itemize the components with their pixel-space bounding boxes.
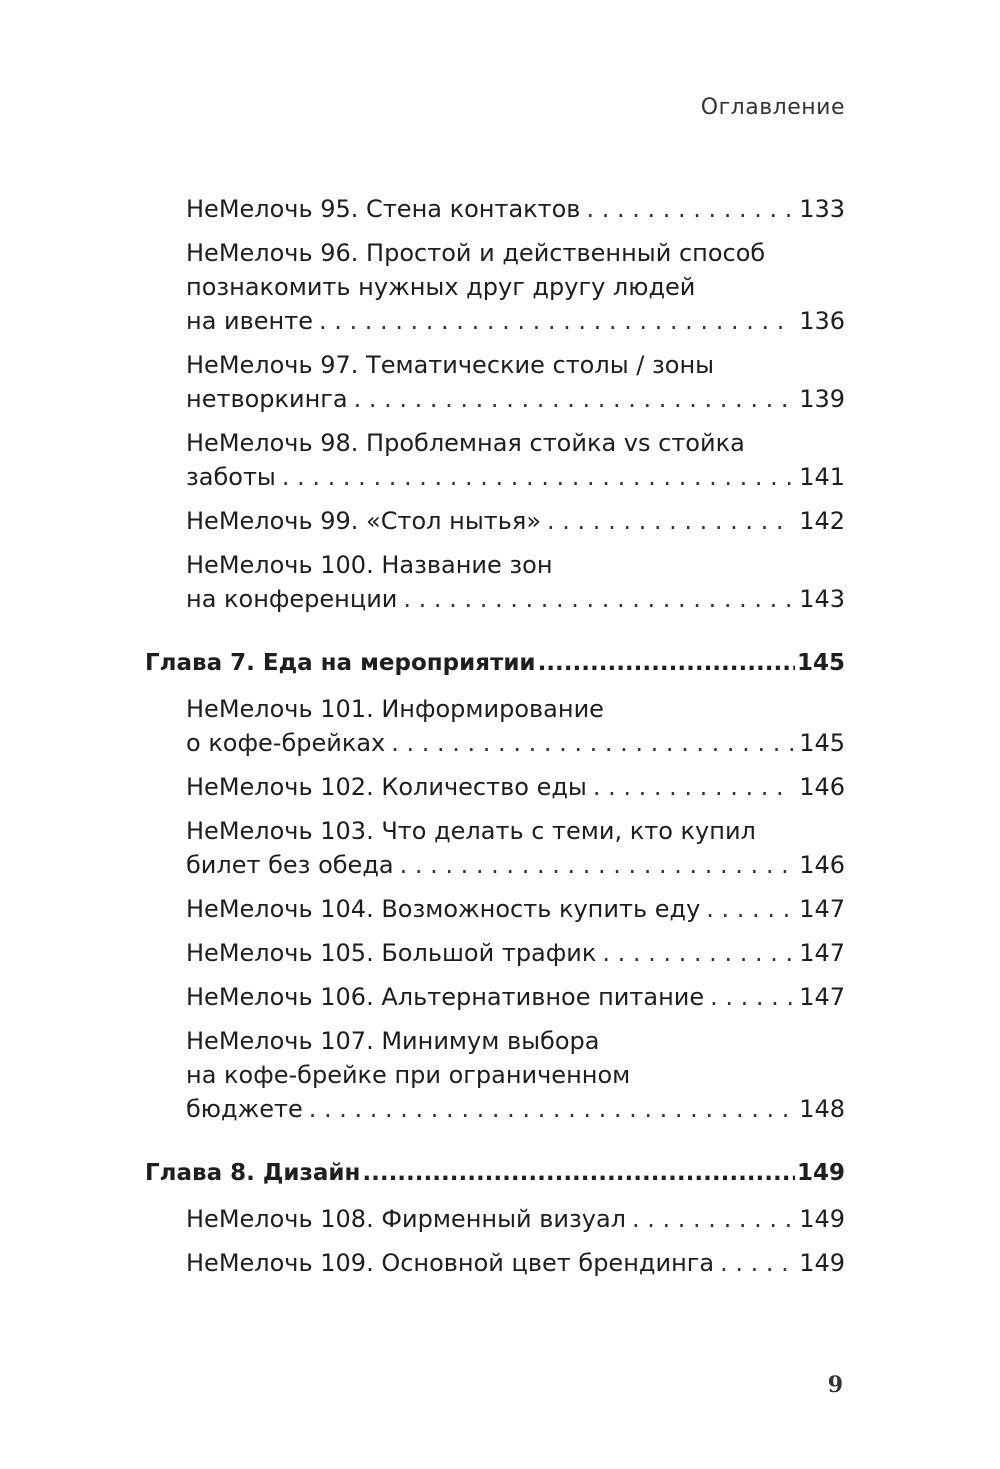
toc-entry[interactable]	[186, 936, 845, 970]
toc-entry-line: нетворкинга	[186, 385, 348, 413]
toc-page-number: 149	[796, 1160, 845, 1186]
toc-entry-line: на кофе-брейке при ограниченном	[186, 1061, 631, 1089]
toc-entry-line: НеМелочь 106. Альтернативное питание	[186, 983, 705, 1011]
toc-entry-line: НеМелочь 101. Информирование	[186, 695, 604, 723]
toc-entry[interactable]	[186, 236, 845, 338]
toc-page-number: 146	[799, 851, 845, 879]
toc-page-number: 149	[799, 1249, 845, 1277]
toc-chapter-title: Глава 8. Дизайн	[145, 1160, 361, 1186]
toc-entry-line: НеМелочь 109. Основной цвет брендинга	[186, 1249, 715, 1277]
toc-entry-line: НеМелочь 102. Количество еды	[186, 773, 587, 801]
dot-leader	[282, 460, 793, 494]
dot-leader	[391, 726, 793, 760]
toc-page-number: 145	[796, 650, 845, 676]
toc-entry-line: бюджете	[186, 1095, 303, 1123]
dot-leader	[403, 582, 793, 616]
toc-page-number: 142	[799, 507, 845, 535]
dot-leader	[319, 304, 793, 338]
dot-leader	[309, 1092, 793, 1126]
toc-entry-line: НеМелочь 98. Проблемная стойка vs стойка	[186, 429, 745, 457]
toc-entry[interactable]	[186, 192, 845, 226]
toc-entry[interactable]	[186, 1202, 845, 1236]
toc-page-number: 139	[799, 385, 845, 413]
toc-page-number: 133	[799, 195, 845, 223]
toc-entry[interactable]	[186, 1024, 845, 1126]
dot-leader	[538, 646, 795, 680]
dot-leader	[632, 1202, 793, 1236]
toc-entry[interactable]	[186, 892, 845, 926]
dot-leader	[354, 382, 794, 416]
dot-leader	[586, 192, 793, 226]
toc-entry-line: НеМелочь 105. Большой трафик	[186, 939, 597, 967]
page-number: 9	[827, 1372, 843, 1398]
table-of-contents	[0, 192, 1000, 1290]
toc-entry[interactable]	[186, 980, 845, 1014]
toc-entry-line: на ивенте	[186, 307, 313, 335]
dot-leader	[710, 980, 793, 1014]
toc-page-number: 141	[799, 463, 845, 491]
toc-entry[interactable]	[186, 692, 845, 760]
toc-entry-line: НеМелочь 97. Тематические столы / зоны	[186, 351, 715, 379]
toc-entry-line: билет без обеда	[186, 851, 394, 879]
toc-entry-line: НеМелочь 99. «Стол нытья»	[186, 507, 542, 535]
dot-leader	[602, 936, 793, 970]
dot-leader	[400, 848, 794, 882]
toc-entry[interactable]	[186, 548, 845, 616]
toc-entry-line: НеМелочь 107. Минимум выбора	[186, 1027, 600, 1055]
toc-page-number: 146	[799, 773, 845, 801]
toc-chapter-title: Глава 7. Еда на мероприятии	[145, 650, 536, 676]
toc-chapter[interactable]	[145, 1156, 845, 1190]
toc-entry-line: на конференции	[186, 585, 398, 613]
toc-entry[interactable]	[186, 348, 845, 416]
toc-entry-line: НеМелочь 100. Название зон	[186, 551, 553, 579]
toc-page-number: 145	[799, 729, 845, 757]
toc-entry-line: НеМелочь 103. Что делать с теми, кто купил	[186, 817, 756, 845]
toc-entry-line: о кофе-брейках	[186, 729, 386, 757]
toc-entry-line: познакомить нужных друг другу людей	[186, 273, 696, 301]
toc-page-number: 143	[799, 585, 845, 613]
dot-leader	[706, 892, 793, 926]
toc-page-number: 149	[799, 1205, 845, 1233]
toc-entry-line: НеМелочь 108. Фирменный визуал	[186, 1205, 627, 1233]
toc-entry-line: НеМелочь 104. Возможность купить еду	[186, 895, 701, 923]
dot-leader	[362, 1156, 795, 1190]
toc-page-number: 148	[799, 1095, 845, 1123]
dot-leader	[593, 770, 793, 804]
toc-chapter[interactable]	[145, 646, 845, 680]
dot-leader	[547, 504, 793, 538]
toc-page-number: 136	[799, 307, 845, 335]
toc-entry-line: заботы	[186, 463, 276, 491]
toc-entry-line: НеМелочь 96. Простой и действенный способ	[186, 239, 766, 267]
toc-page-number: 147	[799, 895, 845, 923]
page-header-title: Оглавление	[700, 95, 845, 120]
toc-entry[interactable]	[186, 1246, 845, 1280]
toc-page-number: 147	[799, 983, 845, 1011]
toc-entry[interactable]	[186, 814, 845, 882]
toc-entry[interactable]	[186, 426, 845, 494]
dot-leader	[720, 1246, 793, 1280]
toc-entry-line: НеМелочь 95. Стена контактов	[186, 195, 581, 223]
toc-entry[interactable]	[186, 770, 845, 804]
toc-entry[interactable]	[186, 504, 845, 538]
toc-page-number: 147	[799, 939, 845, 967]
